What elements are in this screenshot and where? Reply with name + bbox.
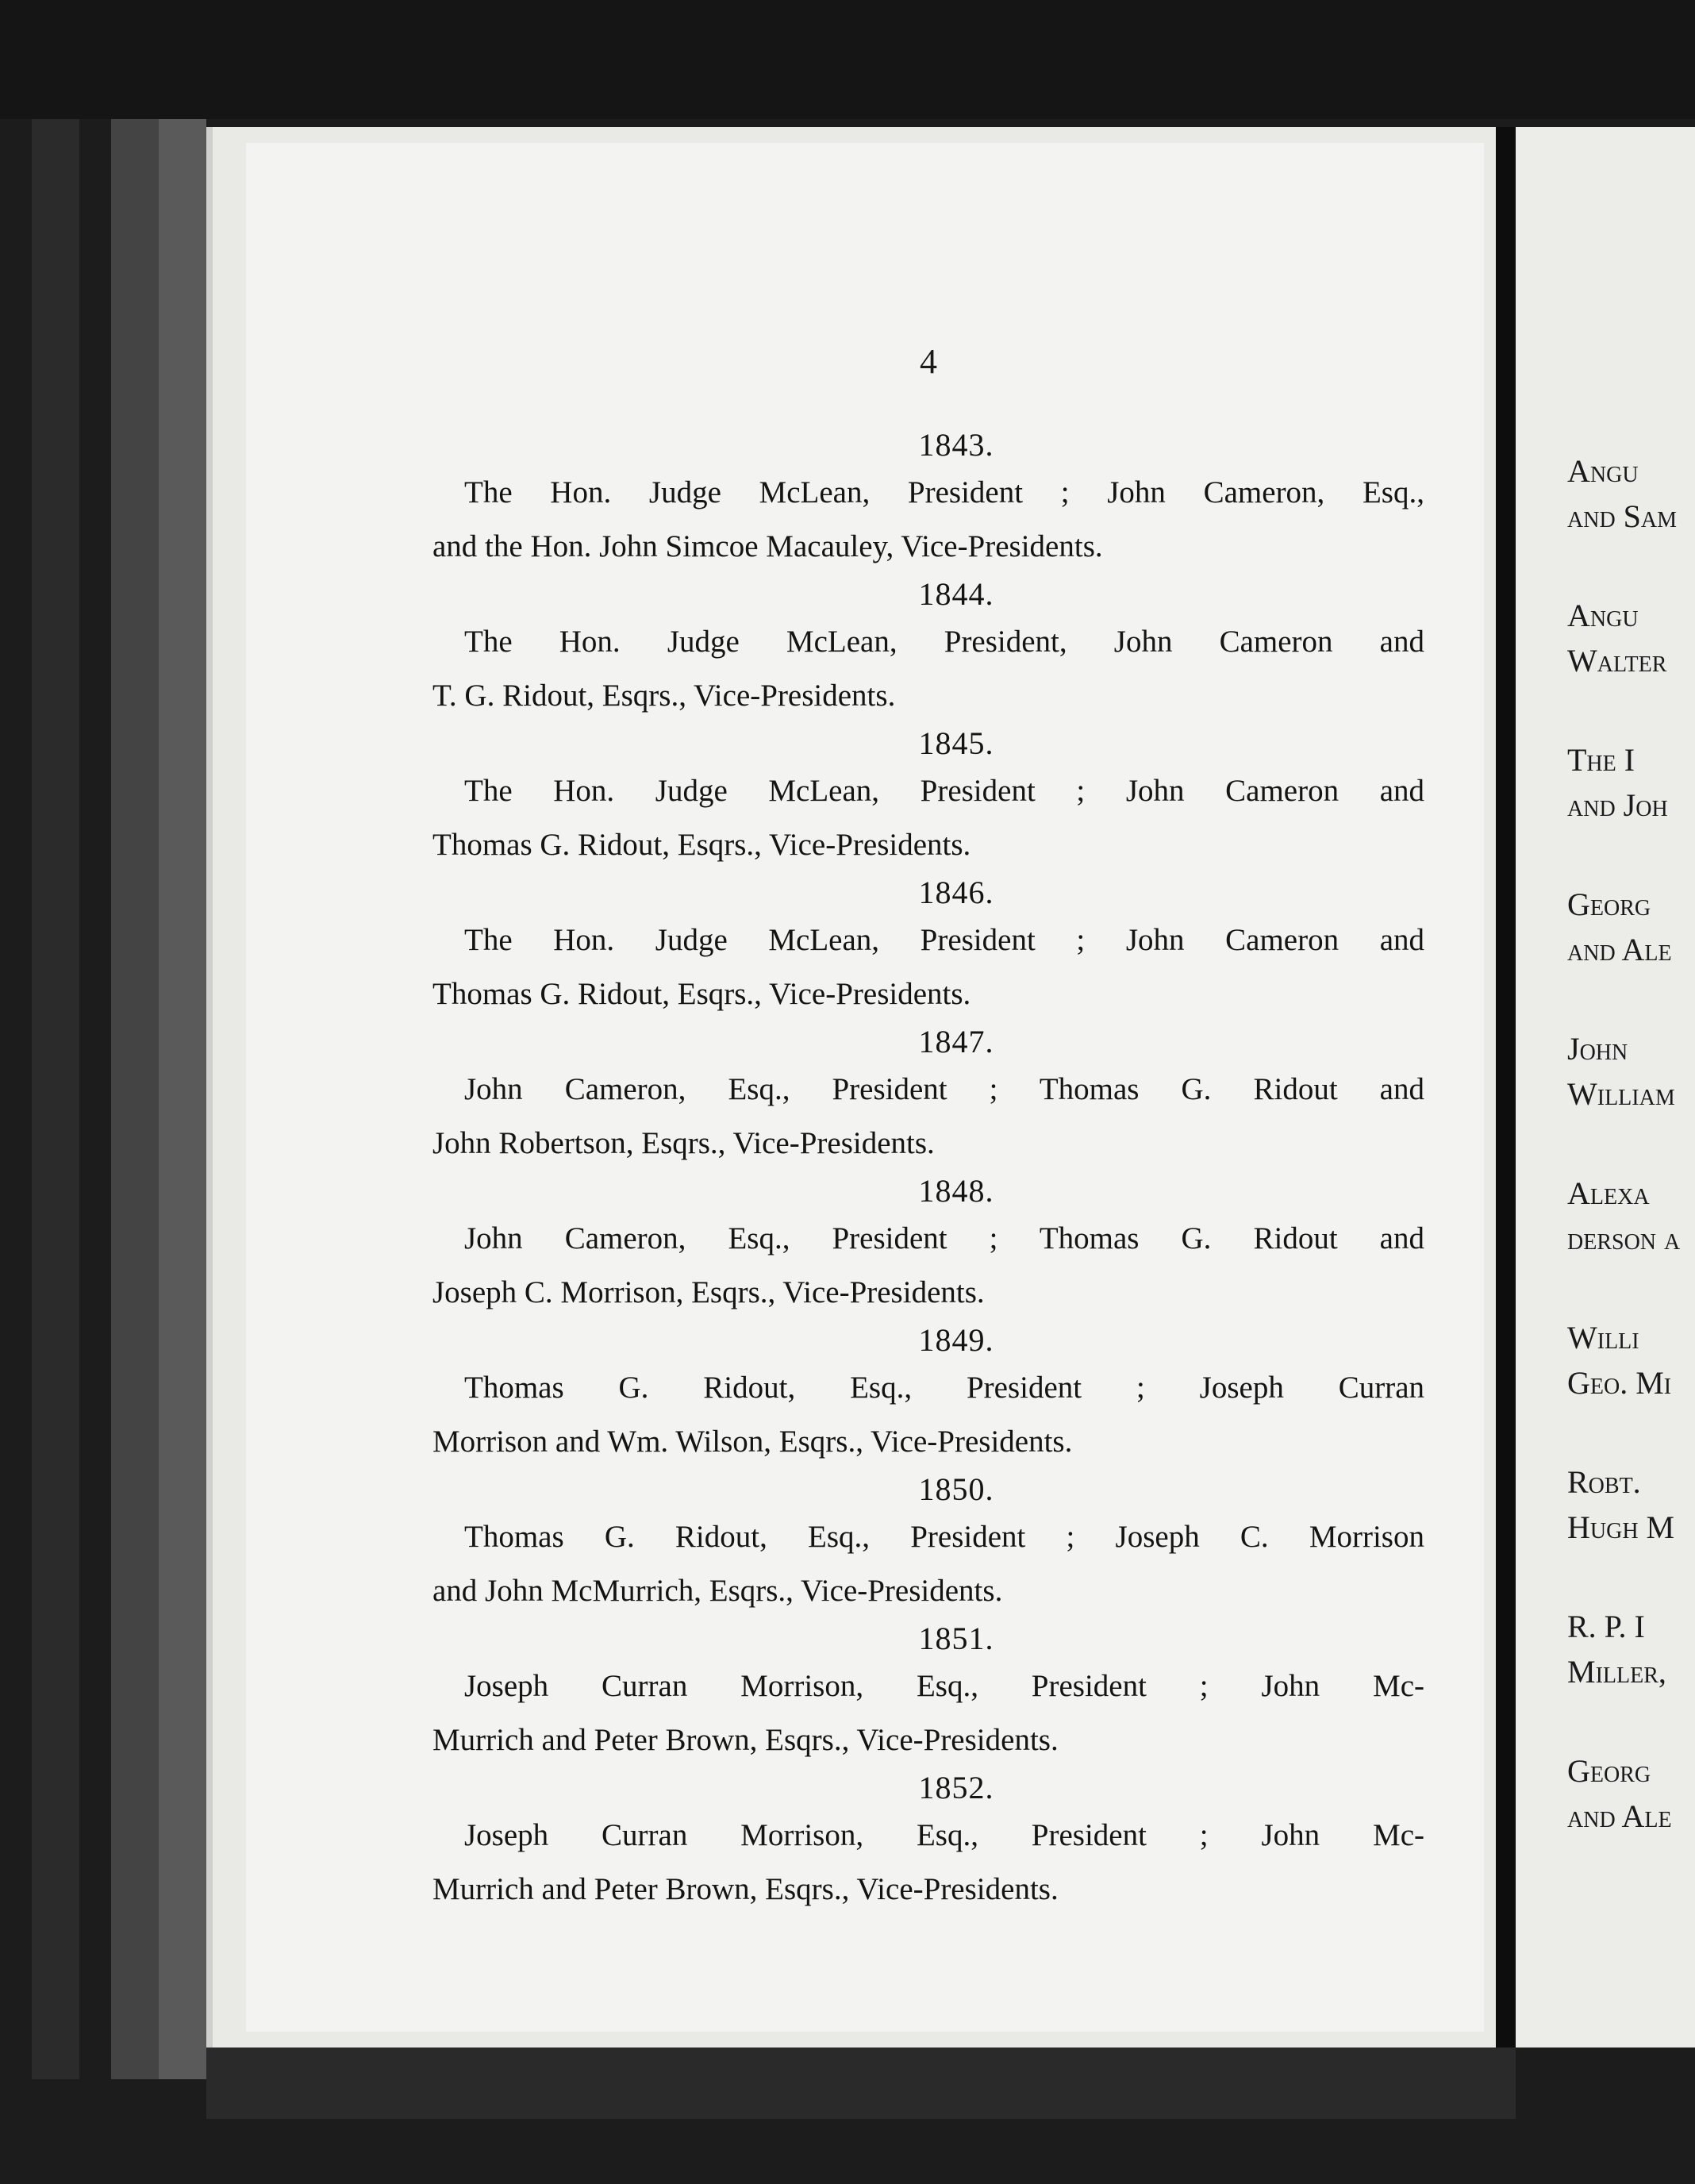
entry-line: Thomas G. Ridout, Esq., President ; Joseph C. Morrison	[464, 1520, 1424, 1554]
facing-line: Georg	[1567, 1753, 1651, 1789]
facing-line: Robt.	[1567, 1464, 1641, 1500]
facing-line: and Joh	[1567, 787, 1668, 823]
entry-line: The Hon. Judge McLean, President ; John Cameron and	[464, 923, 1424, 957]
facing-line: Geo. Mi	[1567, 1365, 1672, 1401]
scanner-background-top	[0, 0, 1695, 119]
entry-line: T. G. Ridout, Esqrs., Vice-Presidents.	[432, 679, 896, 713]
facing-line: John	[1567, 1031, 1628, 1067]
year-entry	[432, 574, 1424, 723]
entry-line: Thomas G. Ridout, Esq., President ; Joseph Curran	[464, 1371, 1424, 1405]
year-heading: 1852.	[918, 1770, 994, 1805]
book-edge	[32, 119, 79, 2079]
entry-line: Joseph Curran Morrison, Esq., President ; John Mc-	[464, 1818, 1424, 1852]
entry-line: Thomas G. Ridout, Esqrs., Vice-Presidents.	[432, 828, 971, 862]
year-heading: 1845.	[918, 725, 994, 761]
entry-line: Murrich and Peter Brown, Esqrs., Vice-Presidents.	[432, 1723, 1059, 1757]
entry-line: The Hon. Judge McLean, President ; John Cameron, Esq.,	[464, 475, 1424, 509]
book-bottom-edge	[206, 2048, 1516, 2119]
entry-line: John Robertson, Esqrs., Vice-Presidents.	[432, 1126, 935, 1160]
facing-line: Georg	[1567, 886, 1651, 922]
book-edge	[159, 119, 206, 2079]
year-heading: 1843.	[918, 427, 994, 463]
entry-line: Joseph C. Morrison, Esqrs., Vice-Presidents.	[432, 1275, 985, 1309]
facing-line: Hugh M	[1567, 1509, 1675, 1545]
officer-list	[432, 425, 1424, 1917]
year-entry	[432, 1469, 1424, 1618]
facing-line: William	[1567, 1076, 1675, 1112]
year-entry	[432, 1320, 1424, 1469]
entry-line: John Cameron, Esq., President ; Thomas G. Ridout and	[464, 1221, 1424, 1255]
year-heading: 1844.	[918, 576, 994, 612]
year-heading: 1849.	[918, 1322, 994, 1358]
facing-line: Willi	[1567, 1320, 1639, 1355]
book-edge	[111, 119, 159, 2079]
facing-line: and Ale	[1567, 932, 1672, 967]
book-gutter	[1496, 127, 1516, 2048]
facing-page-text	[1567, 448, 1695, 1839]
page-number: 4	[920, 342, 937, 381]
entry-line: Thomas G. Ridout, Esqrs., Vice-Presidents.	[432, 977, 971, 1011]
year-heading: 1850.	[918, 1471, 994, 1507]
year-heading: 1851.	[918, 1621, 994, 1656]
facing-line: Angu	[1567, 453, 1639, 489]
entry-line: and the Hon. John Simcoe Macauley, Vice-Presidents.	[432, 529, 1103, 563]
year-entry	[432, 723, 1424, 872]
facing-line: Angu	[1567, 598, 1639, 633]
entry-line: John Cameron, Esq., President ; Thomas G. Ridout and	[464, 1072, 1424, 1106]
entry-line: The Hon. Judge McLean, President ; John Cameron and	[464, 774, 1424, 808]
facing-line: and Sam	[1567, 498, 1678, 534]
facing-line: and Ale	[1567, 1798, 1672, 1834]
entry-line: Morrison and Wm. Wilson, Esqrs., Vice-Presidents.	[432, 1425, 1073, 1459]
year-entry	[432, 1618, 1424, 1767]
year-heading: 1848.	[918, 1173, 994, 1209]
facing-line: derson a	[1567, 1221, 1681, 1256]
entry-line: Murrich and Peter Brown, Esqrs., Vice-Presidents.	[432, 1872, 1059, 1906]
year-heading: 1847.	[918, 1024, 994, 1059]
entry-line: The Hon. Judge McLean, President, John Cameron and	[464, 625, 1424, 659]
entry-line: Joseph Curran Morrison, Esq., President ; John Mc-	[464, 1669, 1424, 1703]
year-entry	[432, 1171, 1424, 1320]
facing-line: Walter	[1567, 643, 1667, 679]
year-entry	[432, 425, 1424, 574]
year-entry	[432, 1767, 1424, 1917]
year-entry	[432, 1021, 1424, 1171]
facing-line: Alexa	[1567, 1175, 1650, 1211]
year-heading: 1846.	[918, 875, 994, 910]
facing-line: R. P. I	[1567, 1609, 1645, 1644]
entry-line: and John McMurrich, Esqrs., Vice-Presidents.	[432, 1574, 1003, 1608]
facing-line: Miller,	[1567, 1654, 1666, 1690]
facing-line: The I	[1567, 742, 1635, 778]
year-entry	[432, 872, 1424, 1021]
